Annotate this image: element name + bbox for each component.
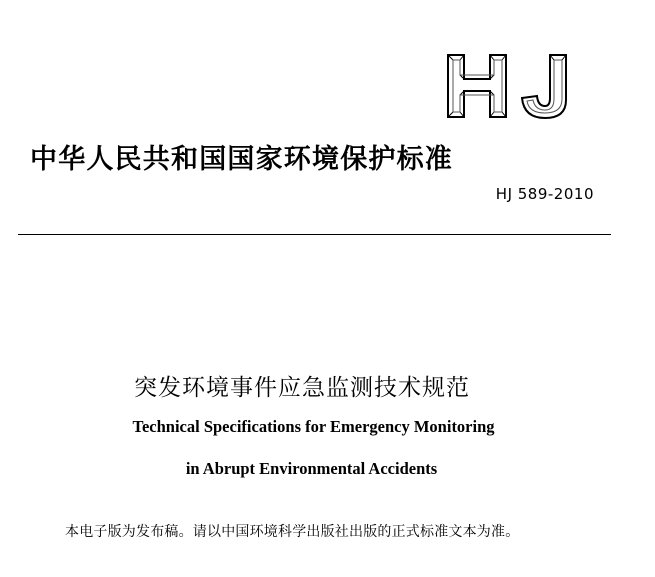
- hj-logo-letter-h: [448, 55, 506, 117]
- issuing-organization-title: 中华人民共和国国家环境保护标准: [30, 144, 453, 175]
- standard-number: HJ 589-2010: [495, 185, 594, 203]
- electronic-version-note: 本电子版为发布稿。请以中国环境科学出版社出版的正式标准文本为准。: [65, 524, 520, 540]
- hj-logo: [446, 52, 574, 120]
- header-divider: [18, 234, 611, 235]
- document-title-chinese: 突发环境事件应急监测技术规范: [134, 375, 470, 401]
- document-title-english-line-1: Technical Specifications for Emergency Monitoring: [132, 417, 495, 436]
- document-title-english-line-2: in Abrupt Environmental Accidents: [185, 459, 438, 478]
